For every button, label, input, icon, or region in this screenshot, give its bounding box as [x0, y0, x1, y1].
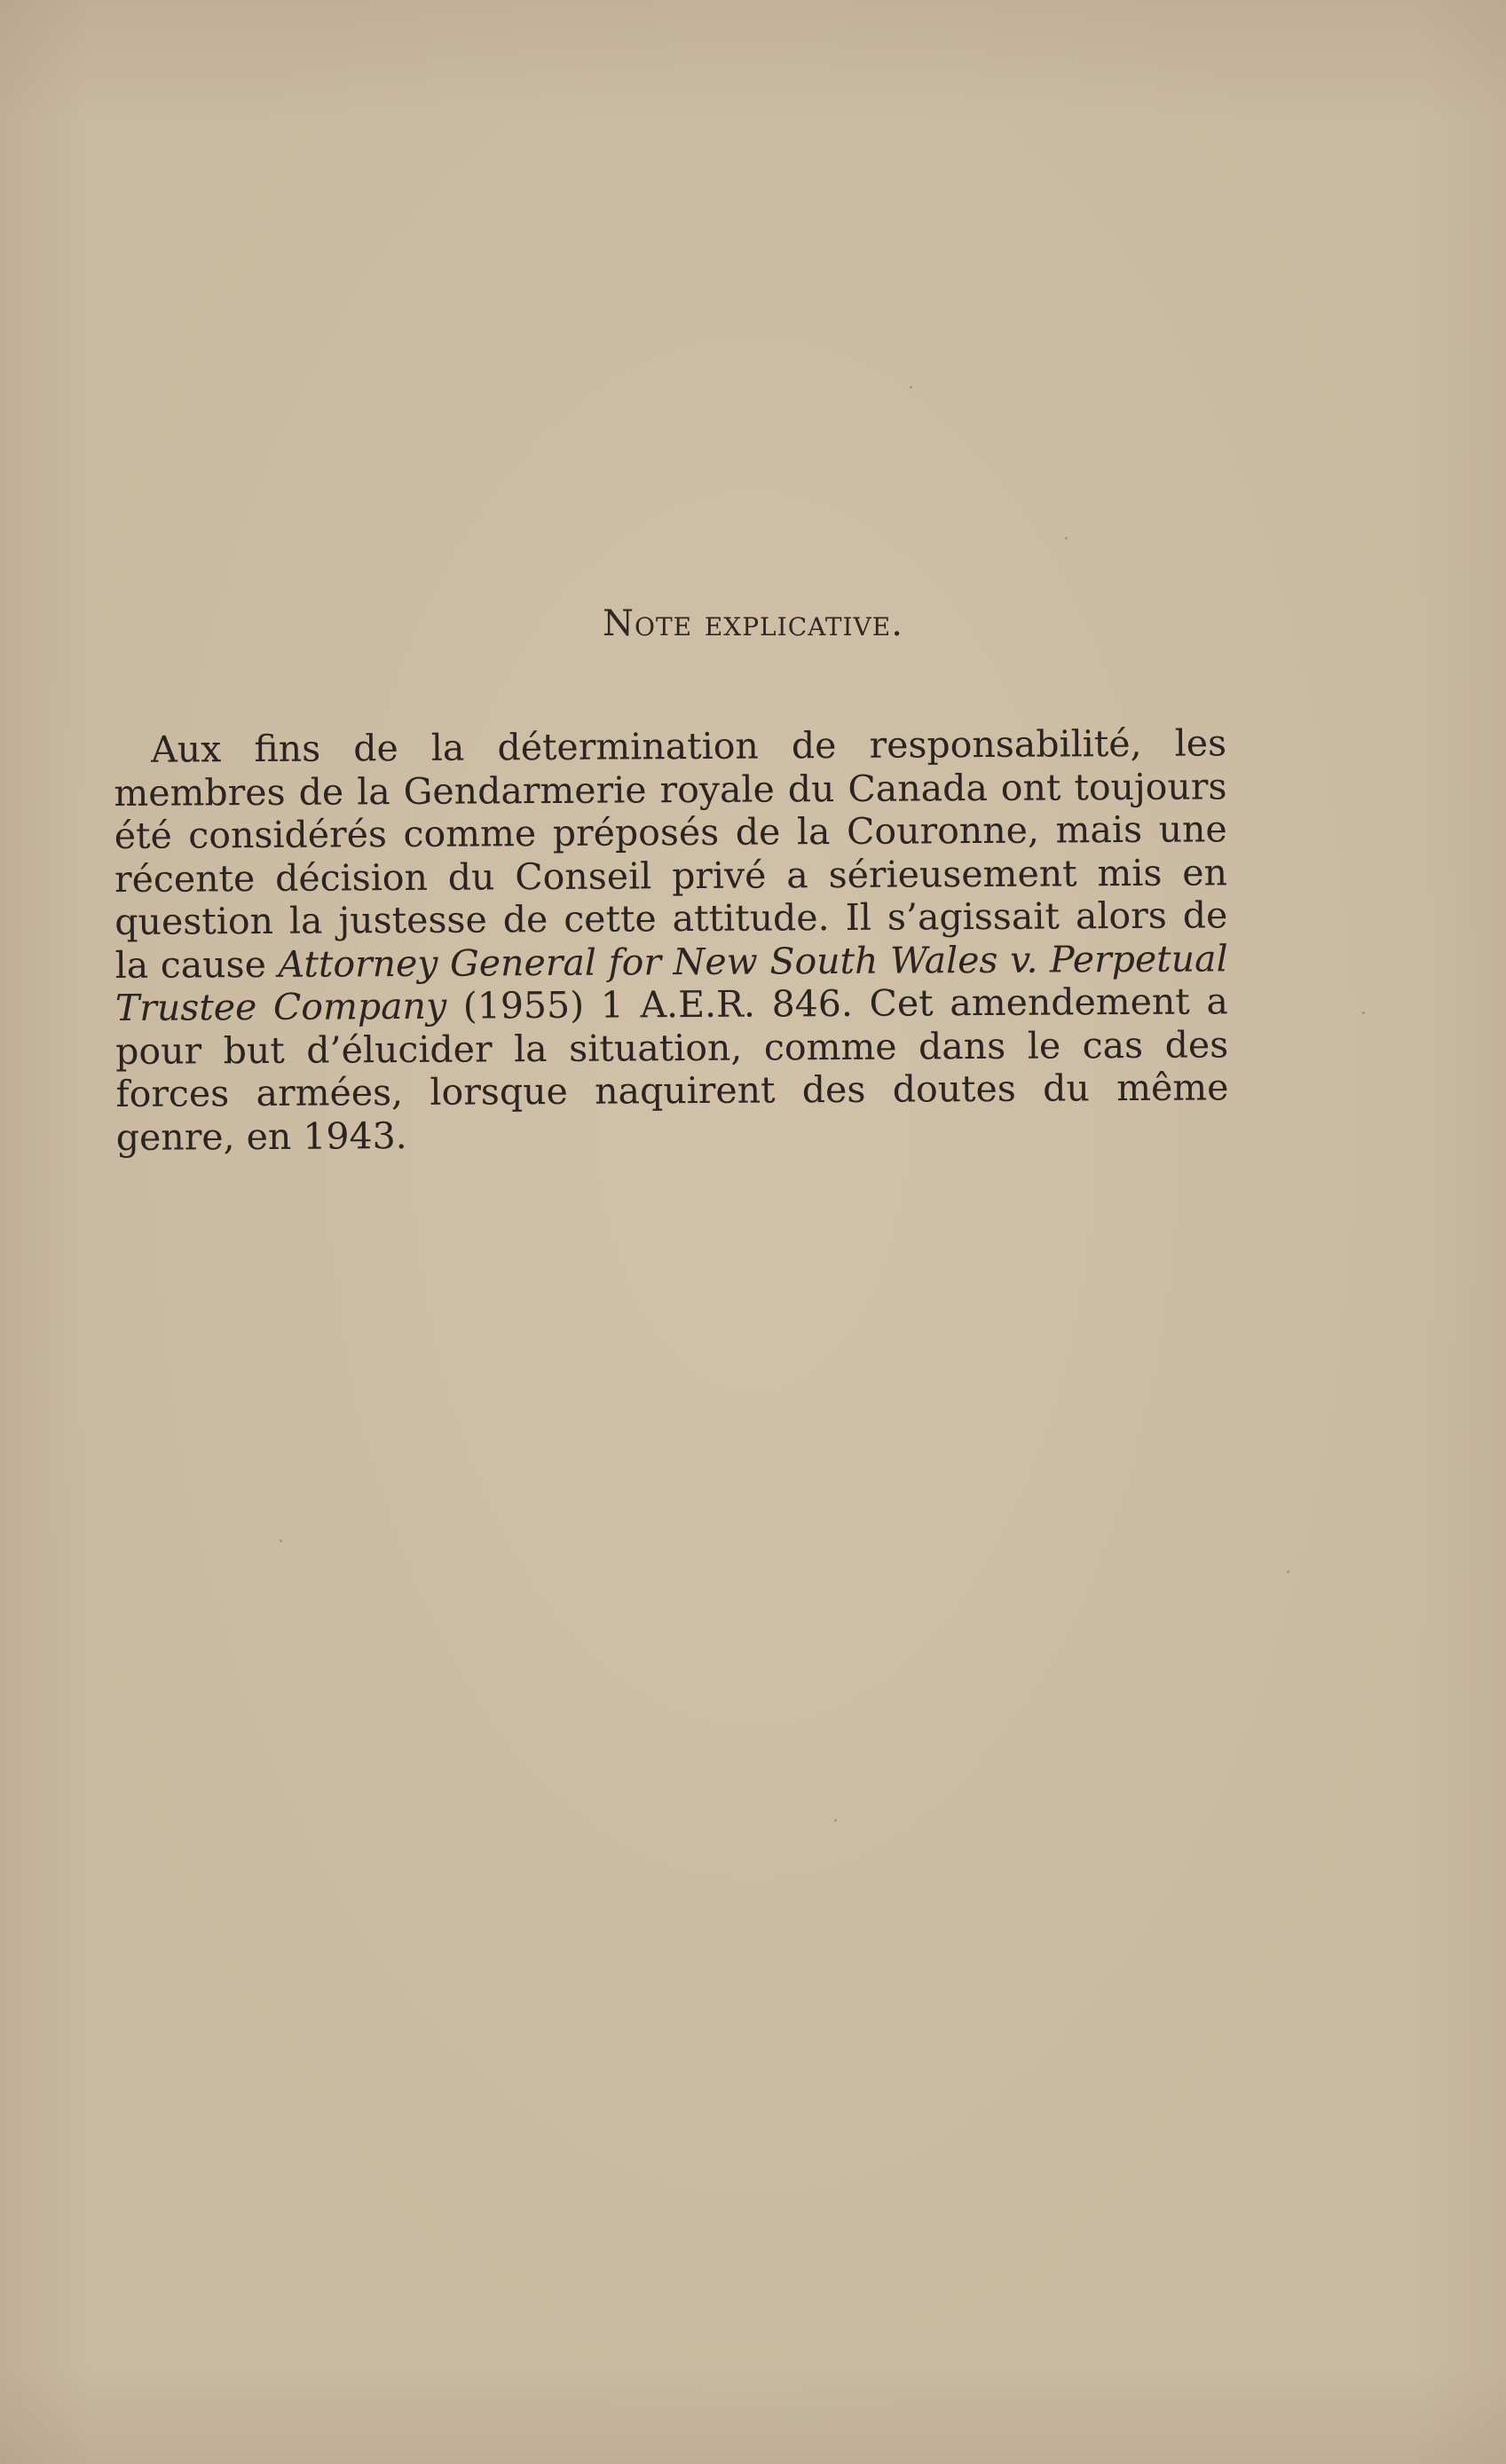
paper-speck — [1287, 1571, 1289, 1573]
paper-speck — [910, 386, 912, 389]
case-citation: Attorney General for New South Wales v. Perpetual Trustee Company — [114, 936, 1228, 1029]
paper-speck — [280, 1539, 282, 1542]
paper-speck — [1065, 537, 1068, 539]
paragraph-text-part2: (1955) 1 A.E.R. 846. Cet amendement a pour but d’élucider la situation, comme dans le cas des forces armées, lorsque naquirent des doutes du même genre, en 1943. — [115, 980, 1229, 1159]
paragraph-text-part1: Aux fins de la détermination de responsabilité, les membres de la Gendarmerie royale du Canada ont toujours été considérés comme préposés de la Couronne, mais une récente décision du Conseil privé a sérieusement mis en question la justesse de cette attitude. Il s’agissait alors de la cause — [114, 721, 1228, 987]
paper-speck — [834, 1819, 837, 1822]
paper-speck — [1362, 1012, 1365, 1014]
page-heading: Note explicative. — [603, 603, 903, 644]
explanatory-paragraph — [114, 721, 1229, 1159]
